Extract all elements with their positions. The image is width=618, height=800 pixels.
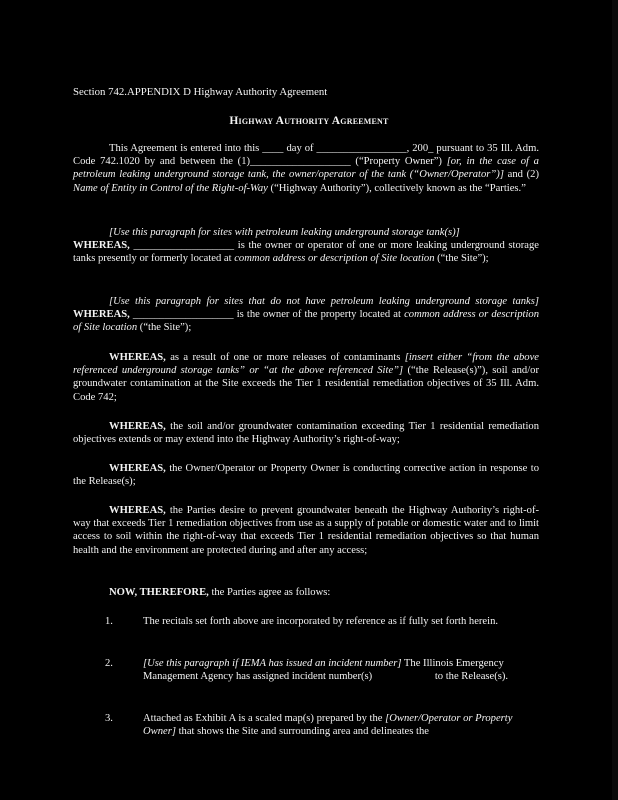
whereas-lust-paragraph: [Use this paragraph for sites with petroleum leaking underground storage tank(s)] WHEREAS, ___________________ is the owner or operator of one or more leaking underground storage tanks presently or formerly located at common address or description of Site location (“the Site”); <box>73 227 539 265</box>
whereas-extends-paragraph: WHEREAS, the soil and/or groundwater contamination exceeding Tier 1 residential remediation objectives extends or may extend into the Highway Authority’s right-of-way; <box>73 421 539 446</box>
list-item: [Use this paragraph if IEMA has issued an incident number] The Illinois Emergency Management Agency has assigned incident number(s) to the Release(s). <box>143 658 509 683</box>
whereas-corrective-paragraph: WHEREAS, the Owner/Operator or Property Owner is conducting corrective action in response to the Release(s); <box>73 463 539 488</box>
list-item-number: 3. <box>105 713 113 724</box>
intro-paragraph: This Agreement is entered into this ____ day of _________________, 200_ pursuant to 35 Ill. Adm. Code 742.1020 by and between the (1)___________________ (“Property Owner”) [or, in the case of a petroleum leaking underground storage tank, the owner/operator of the tank (“Owner/Operator”)] and (2) Name of Entity in Control of the Right-of-Way (“Highway Authority”), collectively known as the “Parties.” <box>73 143 539 194</box>
whereas-owner-paragraph: [Use this paragraph for sites that do not have petroleum leaking underground storage tanks] WHEREAS, ___________________ is the owner of the property located at common address or description of Site location (“the Site”); <box>73 296 539 334</box>
whereas-desire-paragraph: WHEREAS, the Parties desire to prevent groundwater beneath the Highway Authority’s right-of-way that exceeds Tier 1 remediation objectives from use as a supply of potable or domestic water and to limit access to soil within the right-of-way that exceeds Tier 1 residential remediation objectives so that human health and the environment are protected during and after any access; <box>73 505 539 556</box>
list-item-number: 1. <box>105 616 113 627</box>
list-item: Attached as Exhibit A is a scaled map(s) prepared by the [Owner/Operator or Property Owner] that shows the Site and surrounding area and delineates the <box>143 713 513 738</box>
section-header: Section 742.APPENDIX D Highway Authority Agreement <box>73 86 328 98</box>
whereas-release-paragraph: WHEREAS, as a result of one or more releases of contaminants [insert either “from the above referenced underground storage tanks” or “at the above referenced Site”] (“the Release(s)”), soil and/or groundwater contamination at the Site exceeds the Tier 1 residential remediation objectives of 35 Ill. Adm. Code 742; <box>73 352 539 403</box>
agreement-title: Highway Authority Agreement <box>229 115 389 127</box>
now-therefore-paragraph: NOW, THEREFORE, the Parties agree as follows: <box>109 587 331 598</box>
list-item: The recitals set forth above are incorporated by reference as if fully set forth herein. <box>143 616 499 627</box>
list-item-number: 2. <box>105 658 113 669</box>
